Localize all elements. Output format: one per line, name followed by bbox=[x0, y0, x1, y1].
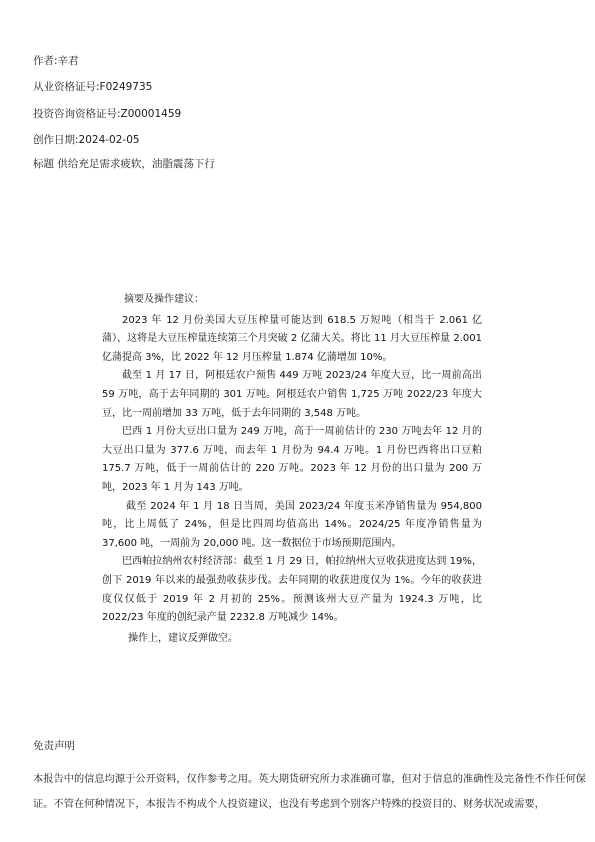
summary-paragraph: 截至 1 月 17 日，阿根廷农户预售 449 万吨 2023/24 年度大豆，比一周前高出 59 万吨，高于去年同期的 301 万吨。阿根廷农户销售 1,725 万吨 2022/23 年度大豆，比一周前增加 33 万吨，低于去年同期的 3,548 万吨。 bbox=[102, 370, 482, 419]
summary-paragraph: 2023 年 12 月份美国大豆压榨量可能达到 618.5 万短吨（相当于 2.061 亿蒲），这将是大豆压榨量连续第三个月突破 2 亿蒲大关。将比 11 月大豆压榨量 2.001 亿蒲提高 3%，比 2022 年 12 月压榨量 1.874 亿蒲增加 10%。 bbox=[102, 314, 482, 363]
report-title: 标题 供给充足需求疲软，油脂震荡下行 bbox=[33, 158, 215, 170]
disclaimer-title: 免责声明 bbox=[33, 740, 75, 752]
summary-paragraph: 截至 2024 年 1 月 18 日当周，美国 2023/24 年度玉米净销售量为 954,800 吨，比上周低了 24%，但是比四周均值高出 14%。2024/25 年度净销售量为 37,600 吨，一周前为 20,000 吨。这一数据位于市场预期范围内。 bbox=[102, 500, 482, 549]
operation-advice: 操作上，建议反弹做空。 bbox=[128, 632, 238, 644]
qualification-number: 从业资格证号:F0249735 bbox=[33, 81, 153, 93]
disclaimer-body: 本报告中的信息均源于公开资料，仅作参考之用。英大期货研究所力求准确可靠，但对于信息的准确性及完备性不作任何保证。不管在何种情况下，本报告不构成个人投资建议，也没有考虑到个别客户特殊的投资目的、财务状况或需要， bbox=[33, 774, 586, 810]
creation-date: 创作日期:2024-02-05 bbox=[33, 134, 140, 146]
summary-paragraph: 巴西帕拉纳州农村经济部：截至 1 月 29 日，帕拉纳州大豆收获进度达到 19%，创下 2019 年以来的最强劲收获步伐。去年同期的收获进度仅为 1%。今年的收获进度仅仅低于 2019 年 2 月初的 25%。预测该州大豆产量为 1924.3 万吨，比 2022/23 年度的创纪录产量 2232.8 万吨减少 14%。 bbox=[102, 556, 482, 624]
author: 作者:辛君 bbox=[33, 55, 79, 67]
summary-section bbox=[102, 291, 482, 648]
consult-license-number: 投资咨询资格证号:Z00001459 bbox=[33, 108, 182, 120]
summary-paragraph: 巴西 1 月份大豆出口量为 249 万吨，高于一周前估计的 230 万吨去年 12 月的大豆出口量为 377.6 万吨，而去年 1 月份为 94.4 万吨。1 月份巴西将出口豆粕 175.7 万吨，低于一周前估计的 220 万吨。2023 年 12 月份的出口量为 200 万吨，2023 年 1 月为 143 万吨。 bbox=[102, 426, 482, 493]
summary-heading: 摘要及操作建议： bbox=[124, 294, 204, 305]
